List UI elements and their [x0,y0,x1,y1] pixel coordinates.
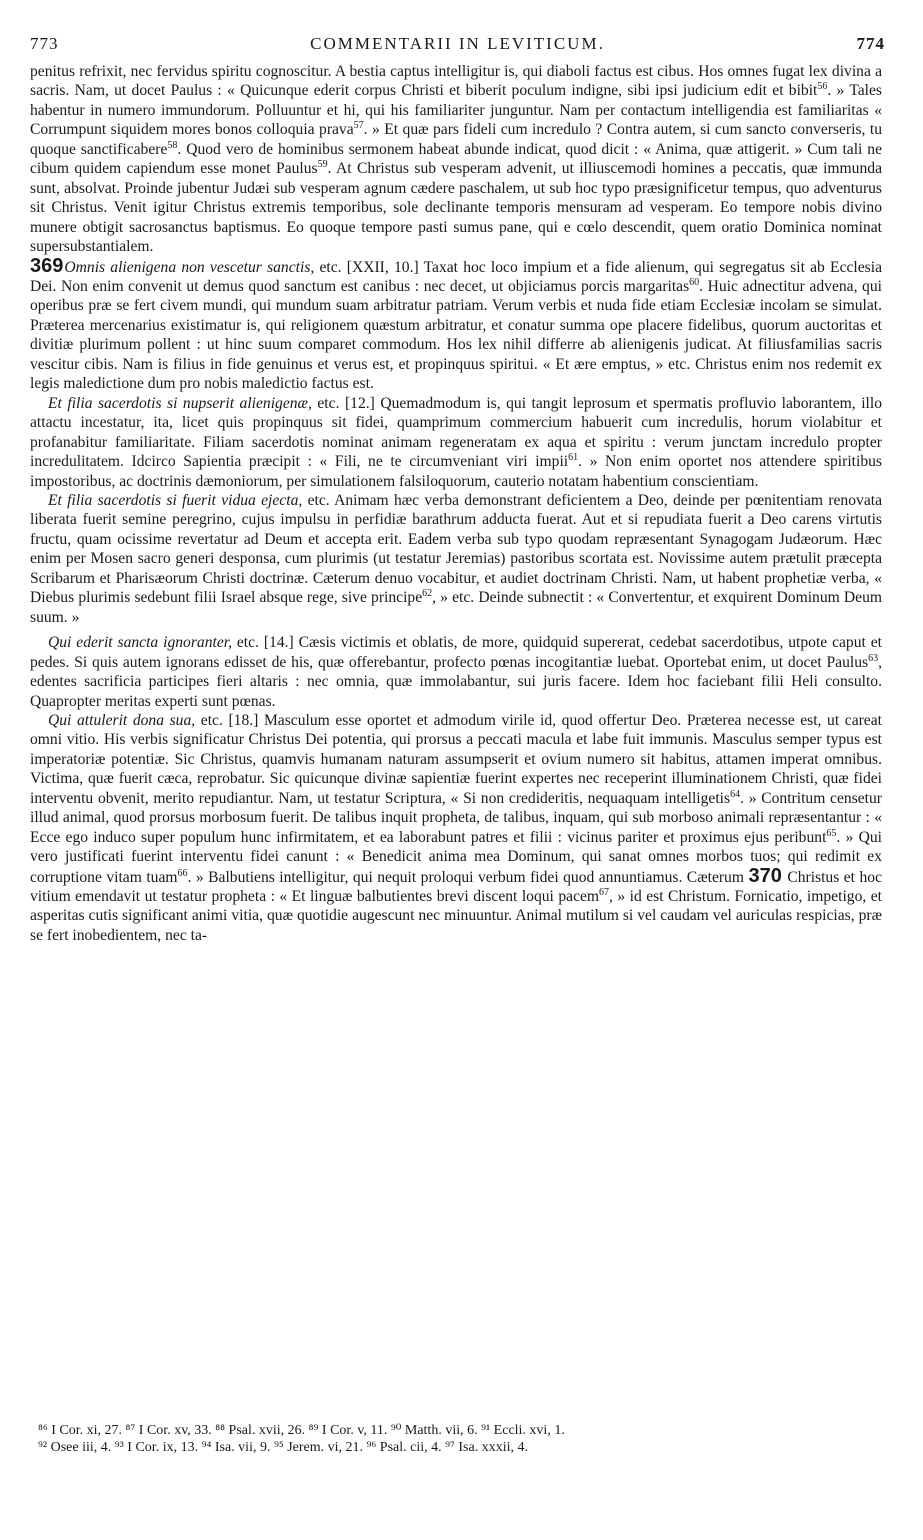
text-run: etc. [18.] Masculum esse oportet et admodum virile id, quod offertur Deo. Præterea necesse est, ut careat omni vitio. His verbis significatur Christus Dei potentia, qui prorsus a peccati macula et labe fuit immunis. Masculus semper typus est imperatoriæ potentiæ. Sic Christus, quamvis humanam naturam assumpserit et ovium numero sit habitus, attamen imperat omnibus. Victima, quæ fuerit cæca, reprobatur. Sic quicunque divinæ sapientiæ fuerint expertes nec receperint illuminationem Christi, quæ fidei interventu obvenit, merito repudiantur. Nam, ut testatur Scriptura, « Si non credideritis, nequaquam intelligetis [30,711,882,807]
text-run: , edentes sacrificia participes fieri altaris : nec omnia, quæ immolabantur, sui juris facere. Idem hoc faciebant filii Heli consulto. Quapropter meritas experti sunt pœnas. [30,653,882,710]
text-run: . Quod vero de hominibus sermonem habeat abunde indicat, quod dicit : « Anima, quæ attigerit. » Cum tali ne cibum quidem capiendum esse monet Paulus [30,140,882,178]
paragraph-2 [30,254,882,394]
footnote-ref: 63 [868,652,879,664]
text-run: . » Et quæ pars fideli cum incredulo ? Contra autem, si cum sancto converseris, tu quoque sanctificabere [30,121,882,158]
text-run: etc. Animam hæc verba demonstrant deficientem a Deo, deinde per pœnitentiam renovata liberata fuerit semine peregrino, cujus impulsu in perfidiæ barathrum adducta fuerat. Aut et si repudiata fuerit a Deo carens virtutis fructu, quam ocissime revertatur ad Deum et accepta erit. Eadem verba sub typo quodam repræsentant Synagogam Judæorum. Hæc enim per Mosen sacro generi desponsa, cum plurimis (ut testatur Jeremias) pastoribus scortata est. Novissime autem prætulit præcepta Scribarum et Pharisæorum Christi doctrinæ. Cæterum denuo vocabitur, et audiet doctrinam Christi. Nam, ut habent prophetiæ verba, « Diebus plurimis sedebunt filii Israel absque rege, sive principe [30,491,882,607]
text-run: . » Non enim oportet nos attendere spiritibus impostoribus, ac doctrinis dæmoniorum, per simulationem falsiloquorum, cauterio notatam habentium conscientiam. [30,453,882,490]
text-run: Christus et hoc vitium emendavit ut testatur propheta : « Et linguæ balbutientes brevi discent loqui pacem [30,868,882,906]
footnote-ref: 57 [353,120,364,132]
column-marker: 369 [30,254,64,277]
footnote-ref: 62 [422,588,433,600]
text-run: , » id est Christum. Fornicatio, impetigo, et asperitas cutis significant animi vitia, quæ quotidie augescunt nec minuuntur. Animal mutilum si vel caudam vel auriculas respicias, præ se fert inobedientem, nec ta- [30,888,882,944]
lemma: Qui ederit sancta ignoranter, [48,634,232,652]
footnote-ref: 60 [689,276,700,288]
text-run: . » Balbutiens intelligitur, qui nequit proloqui verbum fidei quod annuntiamus. Cæterum [187,868,744,886]
text-run: . » Contritum censetur illud animal, quod prorsus morbosum fuerit. De talibus inquit propheta, de talibus, inquam, qui sub morboso animali repræsentantur : « Ecce ego induco super populum hunc infirmitatem, et ea laborabunt patres et filii : vicinus pariter et proximus ejus peribunt [30,789,883,846]
body-text [30,62,882,945]
lemma: Et filia sacerdotis si nupserit alienigenæ, [48,394,312,412]
paragraph-3 [30,394,882,491]
text-run: etc. [XXII, 10.] Taxat hoc loco impium et a fide alienum, qui segregatus sit ab Ecclesia Dei. Non enim convenit ut demus quod sanctum est canibus : nec decet, ut objiciamus porcis margaritas [30,258,882,295]
paragraph-1 [30,62,882,257]
text-run: etc. [14.] Cæsis victimis et oblatis, de more, quidquid supererat, cedebat sacerdotibus, utpote caput et pedes. Si quis autem ignorans edisset de his, quæ offerebantur, profecto pœnas incogitantiæ luebat. Oportebat enim, ut docet Paulus [30,634,882,671]
lemma: Et filia sacerdotis si fuerit vidua ejecta, [48,491,303,509]
footnotes [38,1422,884,1456]
footnote-line: ⁹² Osee iii, 4. ⁹³ I Cor. ix, 13. ⁹⁴ Isa. vii, 9. ⁹⁵ Jerem. vi, 21. ⁹⁶ Psal. cii, 4. ⁹⁷ Isa. xxxii, 4. [38,1440,528,1455]
page-number-right: 774 [856,34,885,53]
paragraph-5 [30,633,882,711]
lemma: Omnis alienigena non vescetur sanctis, [64,258,315,276]
running-title: COMMENTARII IN LEVITICUM. [310,34,605,53]
text-run: penitus refrixit, nec fervidus spiritu cognoscitur. A bestia captus intelligitur is, qui diaboli factus est cibus. Hos omnes fugat lex divina a sacris. Nam, ut docet Paulus : « Quicunque ederit corpus Christi et biberit poculum indigne, sibi ipsi judicium edit et bibit [30,63,882,100]
footnote-ref: 56 [817,81,828,93]
footnote-ref: 65 [826,827,837,839]
footnote-ref: 61 [568,451,579,463]
footnote-ref: 64 [730,788,741,800]
footnote-ref: 58 [167,139,178,151]
running-head [30,34,885,56]
column-marker: 370 [748,864,782,887]
footnote-ref: 66 [177,867,188,879]
footnote-ref: 67 [599,886,610,898]
paragraph-4 [30,491,882,627]
page-number-left: 773 [30,34,59,53]
text-run: . At Christus sub vesperam advenit, ut illiuscemodi homines a peccatis, quæ immunda sunt, absolvat. Proinde jubentur Judæi sub vesperam agnum cædere paschalem, ut sub hoc typo præsignificetur tempus, quo adventurus sit Christus. Venit igitur Christus extremis temporibus, sole declinante temporis mensuram ad vesperam. Eo tempore nobis divino munere obtigit sacrosanctus baptismus. Eo quoque tempore pasti sumus pane, qui e cœlo descendit, quem oratio Dominica nominat supersubstantialem. [30,160,882,256]
text-run: etc. [12.] Quemadmodum is, qui tangit leprosum et spermatis profluvio laborantem, illo attactu incestatur, ita, licet quis propinquus sit fidei, quamprimum commercium habuerit cum incredulis, horum violabitur et profanabitur familiaritate. Filiam sacerdotis nominat animam regeneratam ex aqua et spiritu : verum junctam incredulo propter incredulitatem. Idcirco Sapientia præcipit : « Fili, ne te circumveniant viri impii [30,394,883,471]
text-run: . » Tales habentur in numero immundorum. Polluuntur et hi, qui his familiariter junguntur. Nam per contactum intelligendia est familiaritas « Corrumpunt siquidem mores bonos colloquia prava [30,82,882,139]
text-run: , » etc. Deinde subnectit : « Convertentur, et exquirent Dominum Deum suum. » [30,589,883,626]
paragraph-6 [30,711,882,945]
text-run: . » Qui vero justificati fuerint interventu fidei canunt : « Benedicit anima mea Dominum, qui sanat omnes morbos tuos; qui redimit ex corruptione vitam tuam [30,828,882,886]
text-run: . Huic adnectitur advena, qui operibus præ se fert civem mundi, qui mundum suam arbitratur patriam. Verum verbis et nuda fide etiam Ecclesiæ incolam se simulat. Præterea mercenarius existimatur is, qui religionem quæstum arbitratur, et conatur summa ope placere fidelibus, quorum auctoritas et divitiæ plurimum pollent : ut hinc suum comparet commodum. Hos lex nihil differre ab alienigenis judicat. At filiusfamilias sacris vescitur cibis. Nam is filius in fide genuinus et verus est, et propinquus spiritui. « Et ære emptus, » etc. Christus enim nos redemit ex legis maledictione dum pro nobis maledictio factus est. [30,277,882,393]
lemma: Qui attulerit dona sua, [48,711,196,729]
footnote-ref: 59 [317,159,328,171]
footnote-line: ⁸⁶ I Cor. xi, 27. ⁸⁷ I Cor. xv, 33. ⁸⁸ Psal. xvii, 26. ⁸⁹ I Cor. v, 11. ⁹⁰ Matth. vii, 6. ⁹¹ Eccli. xvi, 1. [38,1423,565,1438]
